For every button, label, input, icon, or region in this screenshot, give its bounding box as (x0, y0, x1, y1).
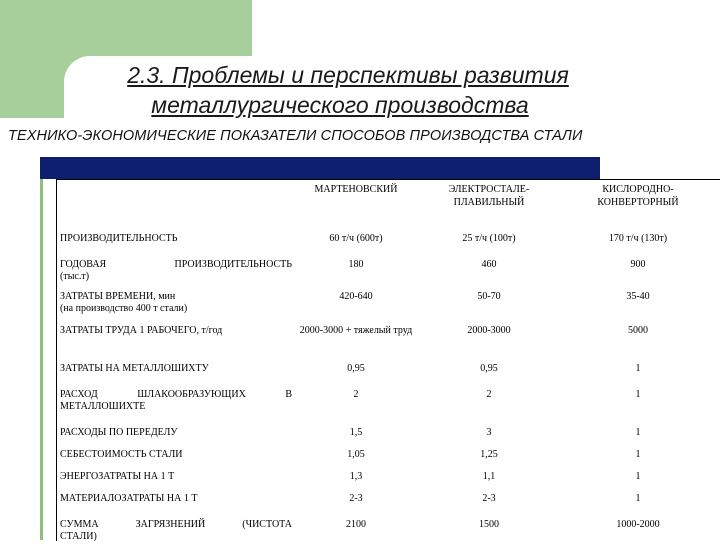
decorative-green-line (40, 179, 43, 540)
row-value: 1500 (479, 519, 499, 530)
table-row (56, 519, 718, 559)
row-value: 5000 (628, 325, 648, 336)
table-row (56, 291, 718, 325)
row-value: 1 (635, 389, 641, 400)
page-title-line-1: 2.3. Проблемы и перспективы развития (127, 62, 569, 88)
row-label: РАСХОДЫ ПО ПЕРЕДЕЛУ (60, 427, 178, 438)
row-value: 1,5 (349, 427, 363, 438)
row-value: 25 т/ч (100т) (462, 233, 516, 244)
row-value: 2000-3000 + тяжелый труд (299, 325, 413, 336)
row-value: 0,95 (480, 363, 498, 374)
row-label: ЗАТРАТЫ ТРУДА 1 РАБОЧЕГО, т/год (60, 325, 223, 336)
header-empty-cell (56, 183, 292, 233)
row-value: 1,1 (482, 471, 496, 482)
row-value: 1 (635, 471, 641, 482)
row-label: РАСХОД ШЛАКООБРАЗУЮЩИХ В МЕТАЛЛОШИХТЕ (60, 389, 292, 412)
row-value: 1 (635, 363, 641, 374)
row-value: 1,25 (480, 449, 498, 460)
table-row (56, 325, 718, 363)
table-row (56, 233, 718, 259)
row-value: 2000-3000 (467, 325, 511, 336)
row-label: СУММА ЗАГРЯЗНЕНИЙ (ЧИСТОТА СТАЛИ) (60, 519, 292, 542)
row-value: 170 т/ч (130т) (608, 233, 668, 244)
row-value: 1,05 (347, 449, 365, 460)
row-value: 460 (481, 259, 497, 270)
row-value: 50-70 (477, 291, 501, 302)
row-value: 1 (635, 427, 641, 438)
table-row (56, 259, 718, 291)
row-value: 2-3 (349, 493, 363, 504)
table-row (56, 363, 718, 389)
row-value: 2-3 (482, 493, 496, 504)
row-value: 0,95 (347, 363, 365, 374)
row-label: ГОДОВАЯ ПРОИЗВОДИТЕЛЬНОСТЬ (тыс.т) (60, 259, 292, 282)
row-label: МАТЕРИАЛОЗАТРАТЫ НА 1 Т (60, 493, 198, 504)
row-value: 180 (348, 259, 364, 270)
row-value: 3 (486, 427, 492, 438)
row-label: ЭНЕРГОЗАТРАТЫ НА 1 Т (60, 471, 175, 482)
indicators-table (56, 183, 718, 559)
row-value: 1000-2000 (616, 519, 660, 530)
table-row (56, 389, 718, 427)
row-label: ПРОИЗВОДИТЕЛЬНОСТЬ (60, 233, 178, 244)
row-label: ЗАТРАТЫ НА МЕТАЛЛОШИХТУ (60, 363, 209, 374)
row-value: 2 (353, 389, 359, 400)
row-value: 2 (486, 389, 492, 400)
table-subtitle: ТЕХНИКО-ЭКОНОМИЧЕСКИЕ ПОКАЗАТЕЛИ СПОСОБОВ ПРОИЗВОДСТВА СТАЛИ (8, 128, 583, 144)
row-label: СЕБЕСТОИМОСТЬ СТАЛИ (60, 449, 183, 460)
row-value: 60 т/ч (600т) (329, 233, 383, 244)
row-value: 35-40 (626, 291, 650, 302)
table-row (56, 471, 718, 493)
row-value: 1,3 (349, 471, 363, 482)
decorative-navy-bar (40, 157, 600, 179)
page-title-line-2: металлургического производства (151, 92, 529, 118)
row-value: 1 (635, 493, 641, 504)
row-value: 420-640 (339, 291, 373, 302)
row-value: 1 (635, 449, 641, 460)
table-header-row (56, 183, 718, 233)
table-row (56, 493, 718, 519)
table-row (56, 427, 718, 449)
row-value: 900 (630, 259, 646, 270)
column-header: КИСЛОРОДНО- КОНВЕРТОРНЫЙ (597, 184, 679, 208)
table-row (56, 449, 718, 471)
row-label: ЗАТРАТЫ ВРЕМЕНИ, мин (на производство 400 т стали) (60, 291, 188, 314)
column-header: ЭЛЕКТРОСТАЛЕ- ПЛАВИЛЬНЫЙ (448, 184, 530, 208)
column-header: МАРТЕНОВСКИЙ (314, 184, 398, 195)
row-value: 2100 (346, 519, 366, 530)
